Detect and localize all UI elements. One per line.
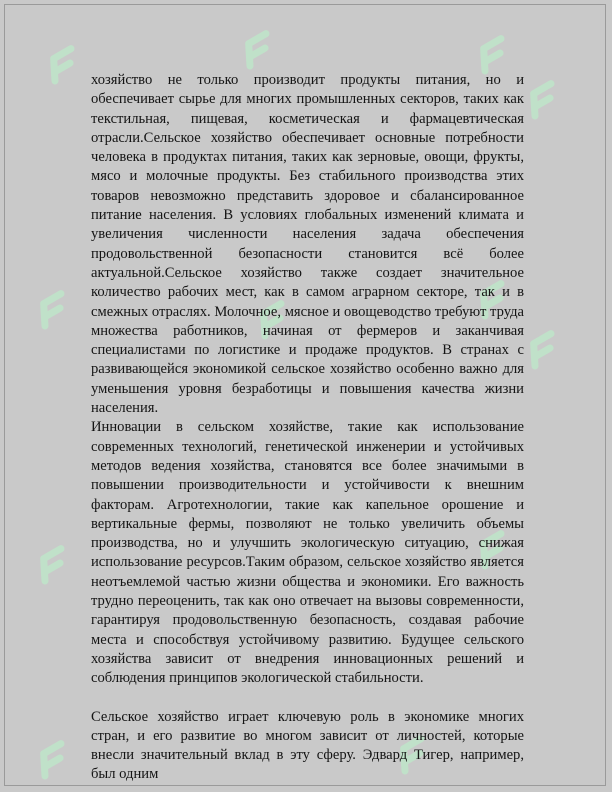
paragraph: Сельское хозяйство играет ключевую роль в экономике многих стран, и его развитие во многом зависит от личностей, которые внесли значительный вклад в эту сферу. Эдвард Тигер, например, был одним xyxy=(91,708,524,783)
paragraph: Инновации в сельском хозяйстве, такие как использование современных технологий, генетической инженерии и устойчивых методов ведения хозяйства, становятся все более значимыми в повышении производительности и устойчивости к внешним факторам. Агротехнологии, такие как капельное орошение и вертикальные фермы, позволяют не только увеличить объемы производства, но и улучшить экологическую ситуацию, снижая использование ресурсов.Таким образом, сельское хозяйство является неотъемлемой частью жизни общества и экономики. Его важность трудно переоценить, так как оно отвечает на вызовы современности, гарантируя продовольственную безопасность, создавая рабочие места и способствуя устойчивому развитию. Будущее сельского хозяйства зависит от внедрения инновационных решений и соблюдения принципов экологической стабильности. xyxy=(91,419,524,687)
paragraph: хозяйство не только производит продукты питания, но и обеспечивает сырье для многих промышленных секторов, таких как текстильная, пищевая, косметическая и фармацевтическая отрасли.Сельское хозяйство обеспечивает основные потребности человека в продуктах питания, таких как зерновые, овощи, фрукты, мясо и молочные продукты. Без стабильного производства этих товаров невозможно представить здоровое и сбалансированное питание населения. В условиях глобальных изменений климата и увеличения численности населения задача обеспечения продовольственной безопасности становится всё более актуальной.Сельское хозяйство также создает значительное количество рабочих мест, как в самом аграрном секторе, так и в смежных отраслях. Молочное, мясное и овощеводство требуют труда множества работников, начиная от фермеров и заканчивая специалистами по логистике и продаже продуктов. В странах с развивающейся экономикой сельское хозяйство особенно важно для уменьшения уровня безработицы и повышения качества жизни населения. xyxy=(91,72,524,417)
body-text xyxy=(91,71,524,785)
